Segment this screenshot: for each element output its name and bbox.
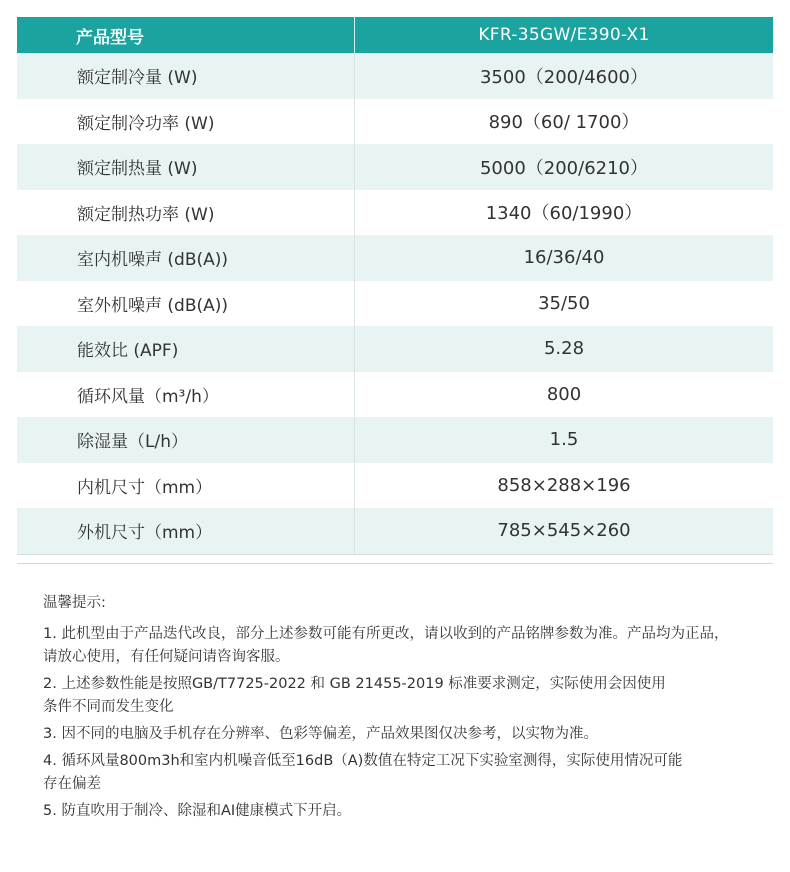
spec-row-label: 内机尺寸（mm） (17, 463, 355, 509)
spec-row-value: 785×545×260 (497, 520, 631, 542)
spec-row-label: 额定制热功率 (W) (17, 190, 355, 236)
header-model-value: KFR-35GW/E390-X1 (478, 25, 650, 45)
spec-row-value: 858×288×196 (497, 474, 631, 496)
header-label: 产品型号 (17, 17, 355, 53)
spec-row-label: 除湿量（L/h） (17, 417, 355, 463)
spec-row-label: 室外机噪声 (dB(A)) (17, 281, 355, 327)
notes-section (43, 592, 773, 827)
spec-row (17, 53, 773, 99)
spec-row (17, 372, 773, 418)
spec-row-label: 额定制冷功率 (W) (17, 99, 355, 145)
spec-row (17, 99, 773, 145)
spec-table-header (17, 17, 773, 53)
spec-row-label: 外机尺寸（mm） (17, 508, 355, 554)
note-item: 5. 防直吹用于制冷、除湿和AI健康模式下开启。 (43, 803, 352, 819)
spec-row (17, 326, 773, 372)
spec-row-value: 3500（200/4600） (479, 66, 649, 88)
spec-row-value: 5.28 (543, 338, 585, 360)
spec-rows (17, 53, 773, 554)
spec-row (17, 463, 773, 509)
spec-row-label: 能效比 (APF) (17, 326, 355, 372)
spec-row-label: 额定制热量 (W) (17, 144, 355, 190)
spec-row-value: 800 (546, 383, 582, 405)
spec-row-value: 1.5 (549, 429, 579, 451)
note-item: 3. 因不同的电脑及手机存在分辨率、色彩等偏差，产品效果图仅决参考，以实物为准。 (43, 726, 598, 742)
section-divider (17, 563, 773, 564)
spec-row-value: 5000（200/6210） (479, 157, 649, 179)
note-item: 4. 循环风量800m3h和室内机噪音低至16dB（A)数值在特定工况下实验室测得，实际使用情况可能 存在偏差 (43, 753, 683, 792)
spec-row (17, 190, 773, 236)
spec-row-value: 890（60/ 1700） (488, 112, 640, 134)
note-item: 2. 上述参数性能是按照GB/T7725-2022 和 GB 21455-2019 标准要求测定，实际使用会因使用 条件不同而发生变化 (43, 676, 666, 715)
note-item: 1. 此机型由于产品迭代改良，部分上述参数可能有所更改，请以收到的产品铭牌参数为准。产品均为正品， 请放心使用，有任何疑问请咨询客服。 (43, 626, 729, 665)
spec-row-label: 循环风量（m³/h） (17, 372, 355, 418)
notes-list (43, 623, 773, 823)
spec-row (17, 417, 773, 463)
spec-row (17, 235, 773, 281)
spec-row-value: 1340（60/1990） (485, 203, 643, 225)
spec-table (17, 17, 773, 555)
spec-row (17, 508, 773, 554)
spec-row-value: 35/50 (538, 292, 590, 314)
notes-title: 温馨提示: (43, 595, 106, 611)
spec-row (17, 281, 773, 327)
spec-row (17, 144, 773, 190)
spec-row-label: 室内机噪声 (dB(A)) (17, 235, 355, 281)
spec-row-label: 额定制冷量 (W) (17, 53, 355, 99)
spec-row-value: 16/36/40 (523, 247, 605, 269)
